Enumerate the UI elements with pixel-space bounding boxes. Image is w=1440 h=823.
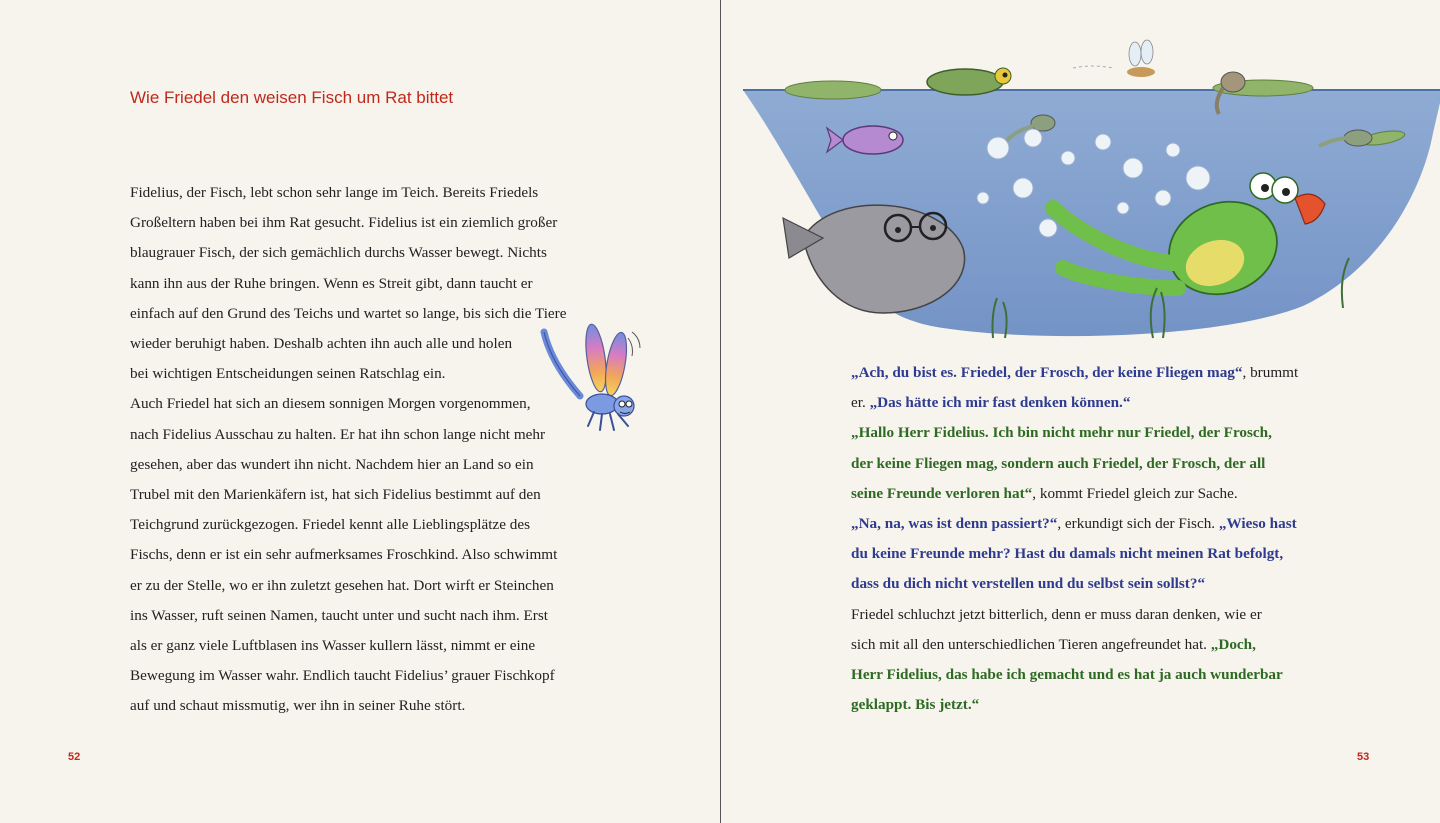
text-line: einfach auf den Grund des Teichs und wartet so lange, bis sich die Tiere xyxy=(130,304,567,322)
narration: , brummt xyxy=(1242,364,1299,381)
left-body-text xyxy=(130,178,600,722)
fish-speech: „Na, na, was ist denn passiert?“ xyxy=(851,515,1058,533)
narration: sich mit all den unterschiedlichen Tieren angefreundet hat. xyxy=(851,635,1211,653)
chapter-title: Wie Friedel den weisen Fisch um Rat bittet xyxy=(130,88,454,107)
text-line: als er ganz viele Luftblasen ins Wasser kullern lässt, nimmt er eine xyxy=(130,637,536,655)
frog-speech: „Hallo Herr Fidelius. Ich bin nicht mehr nur Friedel, der Frosch, xyxy=(851,424,1272,442)
text-line: ins Wasser, ruft seinen Namen, taucht unter und sucht nach ihm. Erst xyxy=(130,606,548,624)
fish-speech: du keine Freunde mehr? Hast du damals nicht meinen Rat befolgt, xyxy=(851,545,1284,563)
text-line: er zu der Stelle, wo er ihn zuletzt gesehen hat. Dort wirft er Steinchen xyxy=(130,576,554,594)
narration: , erkundigt sich der Fisch. xyxy=(1057,515,1219,533)
pond-illustration xyxy=(743,38,1440,343)
text-line: gesehen, aber das wundert ihn nicht. Nachdem hier an Land so ein xyxy=(130,455,534,473)
fish-speech: dass du dich nicht verstellen und du selbst sein sollst?“ xyxy=(851,575,1206,593)
page-number-left: 52 xyxy=(68,751,81,763)
text-line xyxy=(851,388,1331,418)
text-line: Trubel mit den Marienkäfern ist, hat sich Fidelius bestimmt auf den xyxy=(130,486,541,504)
text-line xyxy=(851,690,1331,720)
text-line xyxy=(851,539,1331,569)
text-line xyxy=(851,449,1331,479)
text-line: nach Fidelius Ausschau zu halten. Er hat ihn schon lange nicht mehr xyxy=(130,425,546,443)
text-line: Teichgrund zurückgezogen. Friedel kennt alle Lieblingsplätze des xyxy=(130,516,530,534)
text-line xyxy=(851,600,1331,630)
frog-speech: der keine Fliegen mag, sondern auch Friedel, der Frosch, der all xyxy=(851,454,1266,472)
text-line xyxy=(851,509,1331,539)
narration: , kommt Friedel gleich zur Sache. xyxy=(1032,484,1238,502)
text-line xyxy=(851,479,1331,509)
text-line: kann ihn aus der Ruhe bringen. Wenn es Streit gibt, dann taucht er xyxy=(130,274,533,292)
frog-speech: Herr Fidelius, das habe ich gemacht und es hat ja auch wunderbar xyxy=(851,666,1283,684)
frog-speech: „Doch, xyxy=(1210,635,1256,653)
frog-speech: seine Freunde verloren hat“ xyxy=(851,484,1033,502)
text-line: auf und schaut missmutig, wer ihn in seiner Ruhe stört. xyxy=(130,697,466,715)
fish-speech: „Wieso hast xyxy=(1218,515,1297,533)
text-line xyxy=(851,569,1331,599)
right-page xyxy=(721,0,1440,823)
frog-speech: geklappt. Bis jetzt.“ xyxy=(851,696,980,714)
narration: er. xyxy=(851,394,870,412)
narration: Friedel schluchzt jetzt bitterlich, denn er muss daran denken, wie er xyxy=(851,605,1262,623)
text-line: wieder beruhigt haben. Deshalb achten ihn auch alle und holen xyxy=(130,335,513,353)
page-number-right: 53 xyxy=(1357,751,1370,763)
text-line: Bewegung im Wasser wahr. Endlich taucht Fidelius’ grauer Fischkopf xyxy=(130,667,555,685)
dragonfly-illustration xyxy=(536,318,648,448)
text-line: blaugrauer Fisch, der sich gemächlich durchs Wasser bewegt. Nichts xyxy=(130,244,547,262)
text-line xyxy=(851,358,1331,388)
fish-speech: „Ach, du bist es. Friedel, der Frosch, der keine Fliegen mag“ xyxy=(851,364,1243,381)
fish-speech: „Das hätte ich mir fast denken können.“ xyxy=(869,394,1131,412)
right-body-text xyxy=(851,358,1331,720)
text-line: Fischs, denn er ist ein sehr aufmerksames Froschkind. Also schwimmt xyxy=(130,546,558,564)
text-line: Fidelius, der Fisch, lebt schon sehr lange im Teich. Bereits Friedels xyxy=(130,184,539,201)
text-line: Auch Friedel hat sich an diesem sonnigen Morgen vorgenommen, xyxy=(130,395,531,413)
text-line xyxy=(851,418,1331,448)
text-line: Großeltern haben bei ihm Rat gesucht. Fidelius ist ein ziemlich großer xyxy=(130,214,558,232)
text-line xyxy=(851,660,1331,690)
text-line: bei wichtigen Entscheidungen seinen Ratschlag ein. xyxy=(130,365,446,383)
text-line xyxy=(851,630,1331,660)
